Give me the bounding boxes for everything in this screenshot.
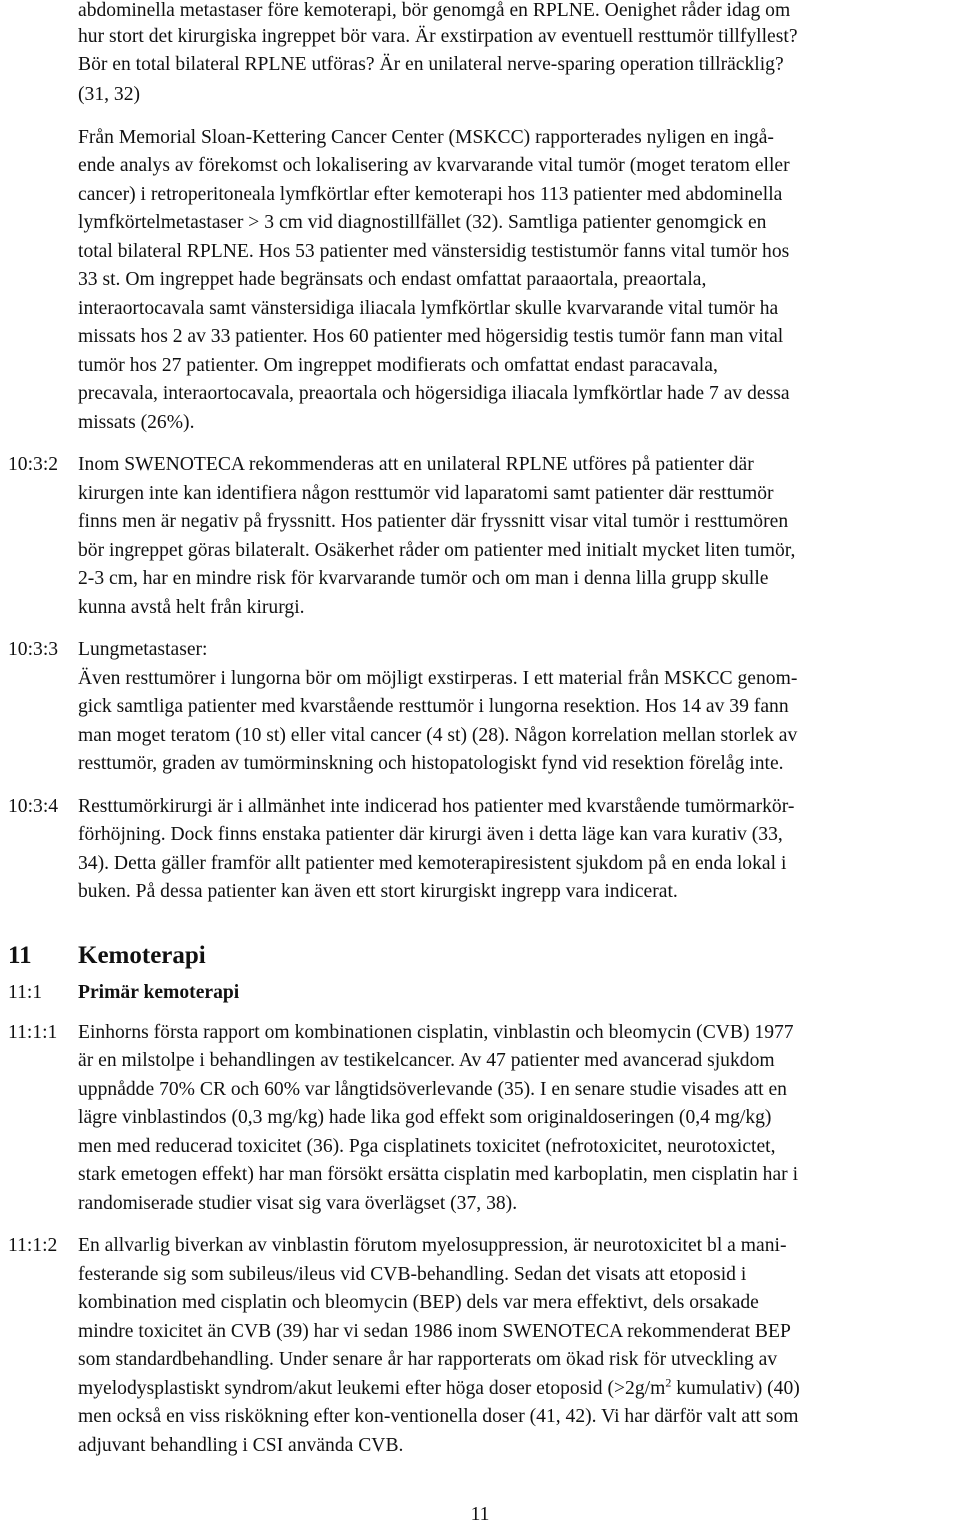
s10-3-2-line-1: Inom SWENOTECA rekommenderas att en unilateral RPLNE utföres på patienter där — [78, 454, 754, 475]
mskcc-line-3: cancer) i retroperitoneala lymfkörtlar efter kemoterapi hos 113 patienter med abdominella — [78, 184, 783, 205]
section-label-10-3-3: 10:3:3 — [8, 639, 59, 660]
s11-1-2-line-6 — [78, 1375, 800, 1403]
s11-1-1-line-2: är en milstolpe i behandlingen av testikelcancer. Av 47 patienter med avancerad sjukdom — [78, 1050, 775, 1071]
s11-1-1-line-7: randomiserade studier visat sig vara överlägset (37, 38). — [78, 1193, 518, 1214]
intro-line-3: Bör en total bilateral RPLNE utföras? Är en unilateral nerve-sparing operation tillräcklig? — [78, 54, 784, 75]
intro-line-4: (31, 32) — [78, 84, 141, 105]
s10-3-3-line-1: Lungmetastaser: — [78, 639, 208, 660]
s10-3-3-line-5: resttumör, graden av tumörminskning och histopatologiskt fynd vid resektion förelåg inte. — [78, 753, 784, 774]
s10-3-4-line-1: Resttumörkirurgi är i allmänhet inte indicerad hos patienter med kvarstående tumörmarkör- — [78, 796, 795, 817]
s11-1-2-line-1: En allvarlig biverkan av vinblastin förutom myelosuppression, är neurotoxicitet bl a mani- — [78, 1235, 787, 1256]
s10-3-4-line-3: 34). Detta gäller framför allt patienter med kemoterapiresistent sjukdom på en enda lokal i — [78, 853, 787, 874]
s11-1-2-line-8: adjuvant behandling i CSI använda CVB. — [78, 1435, 404, 1456]
section-label-10-3-2: 10:3:2 — [8, 454, 59, 475]
chapter-title: Kemoterapi — [78, 942, 206, 969]
mskcc-line-9: tumör hos 27 patienter. Om ingreppet modifierats och omfattat endast paracavala, — [78, 355, 718, 376]
s10-3-3-line-2: Även resttumörer i lungorna bör om möjligt exstirperas. I ett material från MSKCC genom- — [78, 668, 798, 689]
page-number: 11 — [470, 1504, 490, 1525]
mskcc-line-11: missats (26%). — [78, 412, 195, 433]
mskcc-line-2: ende analys av förekomst och lokalisering av kvarvarande vital tumör (moget teratom eller — [78, 155, 790, 176]
s10-3-2-line-3: finns men är negativ på fryssnitt. Hos patienter där fryssnitt visar vital tumör i resttumören — [78, 511, 789, 532]
s10-3-4-line-2: förhöjning. Dock finns enstaka patienter där kirurgi även i detta läge kan vara kurativ (33, — [78, 824, 783, 845]
s10-3-2-line-6: kunna avstå helt från kirurgi. — [78, 597, 305, 618]
s11-1-2-line-6-tail: kumulativ) (40) — [671, 1378, 800, 1399]
s10-3-4-line-4: buken. På dessa patienter kan även ett stort kirurgiskt ingrepp vara indicerat. — [78, 881, 678, 902]
s11-1-2-line-7: men också en viss riskökning efter kon-ventionella doser (41, 42). Vi har därför valt att som — [78, 1406, 799, 1427]
superscript-2: 2 — [665, 1375, 672, 1390]
section-label-11-1-1: 11:1:1 — [8, 1022, 58, 1043]
mskcc-line-8: missats hos 2 av 33 patienter. Hos 60 patienter med högersidig testis tumör fann man vital — [78, 326, 784, 347]
intro-line-2: hur stort det kirurgiska ingreppet bör vara. Är exstirpation av eventuell resttumör tillfyllest? — [78, 26, 798, 47]
chapter-number: 11 — [8, 942, 32, 969]
s11-1-1-line-6: stark emetogen effekt) har man försökt ersätta cisplatin med karboplatin, men cisplatin har i — [78, 1164, 799, 1185]
s11-1-2-line-2: festerande sig som subileus/ileus vid CVB-behandling. Sedan det visats att etoposid i — [78, 1264, 747, 1285]
s11-1-2-line-4: mindre toxicitet än CVB (39) har vi sedan 1986 inom SWENOTECA rekommenderat BEP — [78, 1321, 791, 1342]
section-number: 11:1 — [8, 982, 43, 1003]
s10-3-2-line-2: kirurgen inte kan identifiera någon resttumör vid laparatomi samt patienter där resttumör — [78, 483, 774, 504]
s11-1-1-line-4: lägre vinblastindos (0,3 mg/kg) hade lika god effekt som originaldoseringen (0,4 mg/kg) — [78, 1107, 772, 1128]
s10-3-2-line-4: bör ingreppet göras bilateralt. Osäkerhet råder om patienter med initialt mycket liten tumör, — [78, 540, 796, 561]
mskcc-line-6: 33 st. Om ingreppet hade begränsats och endast omfattat paraaortala, preaortala, — [78, 269, 707, 290]
intro-line-1: abdominella metastaser före kemoterapi, bör genomgå en RPLNE. Oenighet råder idag om — [78, 0, 791, 21]
s11-1-1-line-1: Einhorns första rapport om kombinationen cisplatin, vinblastin och bleomycin (CVB) 1977 — [78, 1022, 794, 1043]
s10-3-3-line-4: man moget teratom (10 st) eller vital cancer (4 st) (28). Någon korrelation mellan storlek av — [78, 725, 798, 746]
mskcc-line-5: total bilateral RPLNE. Hos 53 patienter med vänstersidig testistumör fanns vital tumör hos — [78, 241, 790, 262]
section-label-10-3-4: 10:3:4 — [8, 796, 59, 817]
s11-1-2-line-6-text: myelodysplastiskt syndrom/akut leukemi efter höga doser etoposid (>2g/m — [78, 1378, 666, 1399]
s11-1-2-line-5: som standardbehandling. Under senare år har rapporterats om ökad risk för utveckling av — [78, 1349, 778, 1370]
s10-3-2-line-5: 2-3 cm, har en mindre risk för kvarvarande tumör och om man i denna lilla grupp skulle — [78, 568, 769, 589]
s10-3-3-line-3: gick samtliga patienter med kvarstående resttumör i lungorna resektion. Hos 14 av 39 fann — [78, 696, 789, 717]
mskcc-line-10: precavala, interaortocavala, preaortala och högersidiga iliacala lymfkörtlar hade 7 av dessa — [78, 383, 790, 404]
s11-1-2-line-3: kombination med cisplatin och bleomycin (BEP) dels var mera effektivt, dels orsakade — [78, 1292, 759, 1313]
section-label-11-1-2: 11:1:2 — [8, 1235, 58, 1256]
s11-1-1-line-5: men med reducerad toxicitet (36). Pga cisplatinets toxicitet (nefrotoxicitet, neurotoxictet, — [78, 1136, 776, 1157]
mskcc-line-7: interaortocavala samt vänstersidiga iliacala lymfkörtlar skulle kvarvarande vital tumör ha — [78, 298, 779, 319]
s11-1-1-line-3: uppnådde 70% CR och 60% var långtidsöverlevande (35). I en senare studie visades att en — [78, 1079, 787, 1100]
mskcc-line-1: Från Memorial Sloan-Kettering Cancer Center (MSKCC) rapporterades nyligen en ingå- — [78, 127, 774, 148]
section-title: Primär kemoterapi — [78, 982, 240, 1003]
mskcc-line-4: lymfkörtelmetastaser > 3 cm vid diagnostillfället (32). Samtliga patienter genomgick en — [78, 212, 767, 233]
